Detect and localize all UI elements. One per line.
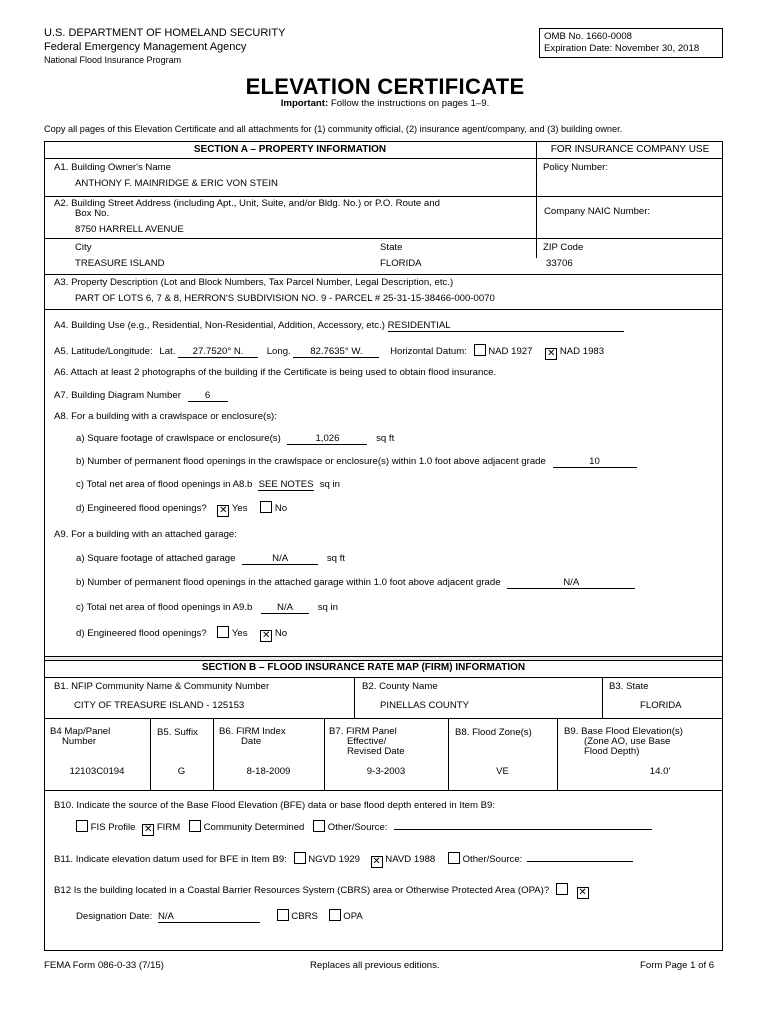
long-label: Long. [266,346,291,357]
cbrs-checkbox[interactable] [277,909,289,921]
ngvd1929-checkbox[interactable] [294,852,306,864]
a8b-label: b) Number of permanent flood openings in the crawlspace or enclosure(s) within 1.0 foot above adjacent grade [76,456,546,467]
a2-label [54,199,440,219]
b7-effective-date: 9-3-2003 [366,766,406,777]
b6-index-date: 8-18-2009 [246,766,291,777]
lat-label: Lat. [159,346,176,357]
a1-owner-name: ANTHONY F. MAINRIDGE & ERIC VON STEIN [75,178,278,189]
b7-label [329,727,405,757]
community-determined-checkbox[interactable] [189,820,201,832]
b4-label [50,727,110,747]
b10-label: B10. Indicate the source of the Base Flood Elevation (BFE) data or base flood depth entered in Item B9: [54,800,496,811]
b1-label: B1. NFIP Community Name & Community Number [54,681,270,692]
b9-label [564,727,683,757]
b11-other-field[interactable] [527,861,633,862]
important-text: Follow the instructions on pages 1–9. [330,98,490,109]
copy-instructions: Copy all pages of this Elevation Certificate and all attachments for (1) community official, (2) insurance agent/company, and (3) building owner. [44,124,623,134]
a7-diagram [54,390,228,402]
state-value: FLORIDA [380,258,422,269]
b5-label: B5. Suffix [157,727,198,738]
section-a-title: SECTION A – PROPERTY INFORMATION [193,144,387,155]
a9a-unit: sq ft [326,553,345,564]
a8d-no-checkbox[interactable] [260,501,272,513]
a8d-no-label: No [274,503,288,514]
designation-date: N/A [158,911,260,923]
a9d-yes-checkbox[interactable] [217,626,229,638]
b3-state: FLORIDA [640,700,682,711]
navd1988-label: NAVD 1988 [385,854,436,865]
designation-label: Designation Date: [76,911,153,922]
a8b-value: 10 [553,456,637,468]
a9a-row [76,553,345,565]
policy-number-label: Policy Number: [543,162,609,173]
nad1927-label: NAD 1927 [488,346,533,357]
a3-label: A3. Property Description (Lot and Block Numbers, Tax Parcel Number, Legal Description, etc.) [54,277,454,288]
a8c-value: SEE NOTES [258,479,314,490]
b11-row [54,852,633,868]
b6-label [219,727,286,747]
a9d-no-label: No [274,628,288,639]
city-label: City [75,242,92,253]
a8a-label: a) Square footage of crawlspace or enclosure(s) [76,433,281,444]
designation-row [76,909,363,923]
state-label: State [380,242,403,253]
b10-other-field[interactable] [394,829,652,830]
b4-label-line2: Number [62,736,97,747]
b3-label: B3. State [609,681,649,692]
navd1988-checkbox[interactable]: ✕ [372,856,381,867]
a9d-label: d) Engineered flood openings? [76,628,207,639]
nad1983-checkbox[interactable]: ✕ [546,348,556,359]
page-number: Form Page 1 of 6 [640,960,715,971]
agency-name: U.S. DEPARTMENT OF HOMELAND SECURITY [44,27,286,39]
a6-photographs: A6. Attach at least 2 photographs of the building if the Certificate is being used to obtain flood insurance. [54,367,497,378]
a9b-row [76,577,635,589]
cbrs-label: CBRS [291,911,318,922]
b6-label-line1: B6. FIRM Index [219,726,286,737]
a9c-unit: sq in [317,602,338,613]
a2-label-line2: Box No. [75,208,110,219]
b10-other-label: Other/Source: [327,822,388,833]
a5-label: A5. Latitude/Longitude: [54,346,153,357]
b9-label-line1: B9. Base Flood Elevation(s) [564,726,683,737]
form-number: FEMA Form 086-0-33 (7/15) [44,960,164,971]
b9-base-flood-elevation: 14.0' [649,766,671,777]
a9d-no-checkbox[interactable]: ✕ [261,630,271,641]
a9d-yes-label: Yes [231,628,248,639]
insurance-use-title: FOR INSURANCE COMPANY USE [550,144,710,155]
zip-label: ZIP Code [543,242,584,253]
company-naic-label: Company NAIC Number: [544,206,651,217]
a4-building-use [54,320,624,332]
program-name: National Flood Insurance Program [44,55,182,65]
b9-label-line3: Flood Depth) [584,746,640,757]
a4-value: RESIDENTIAL [388,320,624,332]
b4-panel-number: 12103C0194 [69,766,125,777]
a8-label: A8. For a building with a crawlspace or enclosure(s): [54,411,277,422]
zip-value: 33706 [546,258,573,269]
omb-number: OMB No. 1660-0008 [544,31,632,42]
opa-checkbox[interactable] [329,909,341,921]
a8b-row [76,456,637,468]
replaces-note: Replaces all previous editions. [310,960,440,971]
b11-label: B11. Indicate elevation datum used for BFE in Item B9: [54,854,287,865]
opa-label: OPA [343,911,363,922]
firm-label: FIRM [156,822,181,833]
b8-flood-zone: VE [496,766,509,777]
lat-value: 27.7520° N. [178,346,258,358]
a7-value: 6 [188,390,228,402]
b12-row [54,883,589,899]
a8d-yes-checkbox[interactable]: ✕ [219,505,228,516]
b11-other-label: Other/Source: [462,854,523,865]
a8d-yes-label: Yes [231,503,248,514]
a7-label: A7. Building Diagram Number [54,390,181,401]
a2-street-address: 8750 HARRELL AVENUE [75,224,184,235]
b9-label-line2: (Zone AO, use Base [584,736,671,747]
community-determined-label: Community Determined [203,822,305,833]
b12-label: B12 Is the building located in a Coastal Barrier Resources System (CBRS) area or Otherwise Protected Area (OPA)? [54,885,550,896]
a8c-unit: sq in [319,479,340,490]
b4-label-line1: B4 Map/Panel [50,726,111,737]
firm-checkbox[interactable]: ✕ [143,824,153,835]
agency-subname: Federal Emergency Management Agency [44,41,247,53]
b10-options [76,820,652,836]
a8c-label: c) Total net area of flood openings in A8.b [76,479,253,490]
a9b-label: b) Number of permanent flood openings in the attached garage within 1.0 foot above adjacent grade [76,577,501,588]
a8d-label: d) Engineered flood openings? [76,503,207,514]
b5-suffix: G [177,766,186,777]
b7-label-line1: B7. FIRM Panel [329,726,397,737]
ngvd1929-label: NGVD 1929 [308,854,360,865]
a1-label: A1. Building Owner's Name [54,162,172,173]
b6-label-line2: Date [241,736,262,747]
b12-no-checkbox[interactable]: ✕ [578,887,587,898]
b12-yes-checkbox[interactable] [556,883,568,895]
a8c-row [76,479,340,491]
b7-label-line2: Effective/ [347,736,387,747]
horizontal-datum-label: Horizontal Datum: [390,346,467,357]
a9a-value: N/A [242,553,318,565]
omb-box [539,28,723,58]
fis-profile-label: FIS Profile [90,822,136,833]
expiration-date: Expiration Date: November 30, 2018 [544,43,700,54]
b10-other-checkbox[interactable] [313,820,325,832]
a9d-row [76,626,287,642]
b2-county: PINELLAS COUNTY [380,700,470,711]
a8d-row [76,501,287,517]
section-b-title: SECTION B – FLOOD INSURANCE RATE MAP (FIRM) INFORMATION [201,662,526,673]
a9c-value: N/A [261,602,309,614]
b11-other-checkbox[interactable] [448,852,460,864]
a9a-label: a) Square footage of attached garage [76,553,236,564]
a4-label: A4. Building Use (e.g., Residential, Non-Residential, Addition, Accessory, etc.) [54,320,385,331]
a8a-value: 1,026 [287,433,367,445]
long-value: 82.7635° W. [293,346,379,358]
important-label: Important: [280,98,329,109]
a3-property-description: PART OF LOTS 6, 7 & 8, HERRON'S SUBDIVISION NO. 9 - PARCEL # 25-31-15-38466-000-0070 [75,293,495,304]
nad1927-checkbox[interactable] [474,344,486,356]
a5-lat-long [54,344,604,360]
a9b-value: N/A [507,577,635,589]
b8-label: B8. Flood Zone(s) [455,727,532,738]
fis-profile-checkbox[interactable] [76,820,88,832]
page-title: ELEVATION CERTIFICATE [245,74,525,99]
b2-label: B2. County Name [362,681,438,692]
important-note [0,98,770,109]
b7-label-line3: Revised Date [347,746,405,757]
nad1983-label: NAD 1983 [559,346,605,357]
city-value: TREASURE ISLAND [75,258,165,269]
a9-label: A9. For a building with an attached garage: [54,529,237,540]
a8a-row [76,433,394,445]
b1-community: CITY OF TREASURE ISLAND - 125153 [74,700,245,711]
a9c-label: c) Total net area of flood openings in A9.b [76,602,253,613]
a9c-row [76,602,338,614]
a8a-unit: sq ft [376,433,395,444]
a2-label-line1: A2. Building Street Address (including Apt., Unit, Suite, and/or Bldg. No.) or P.O. Route and [54,198,440,209]
